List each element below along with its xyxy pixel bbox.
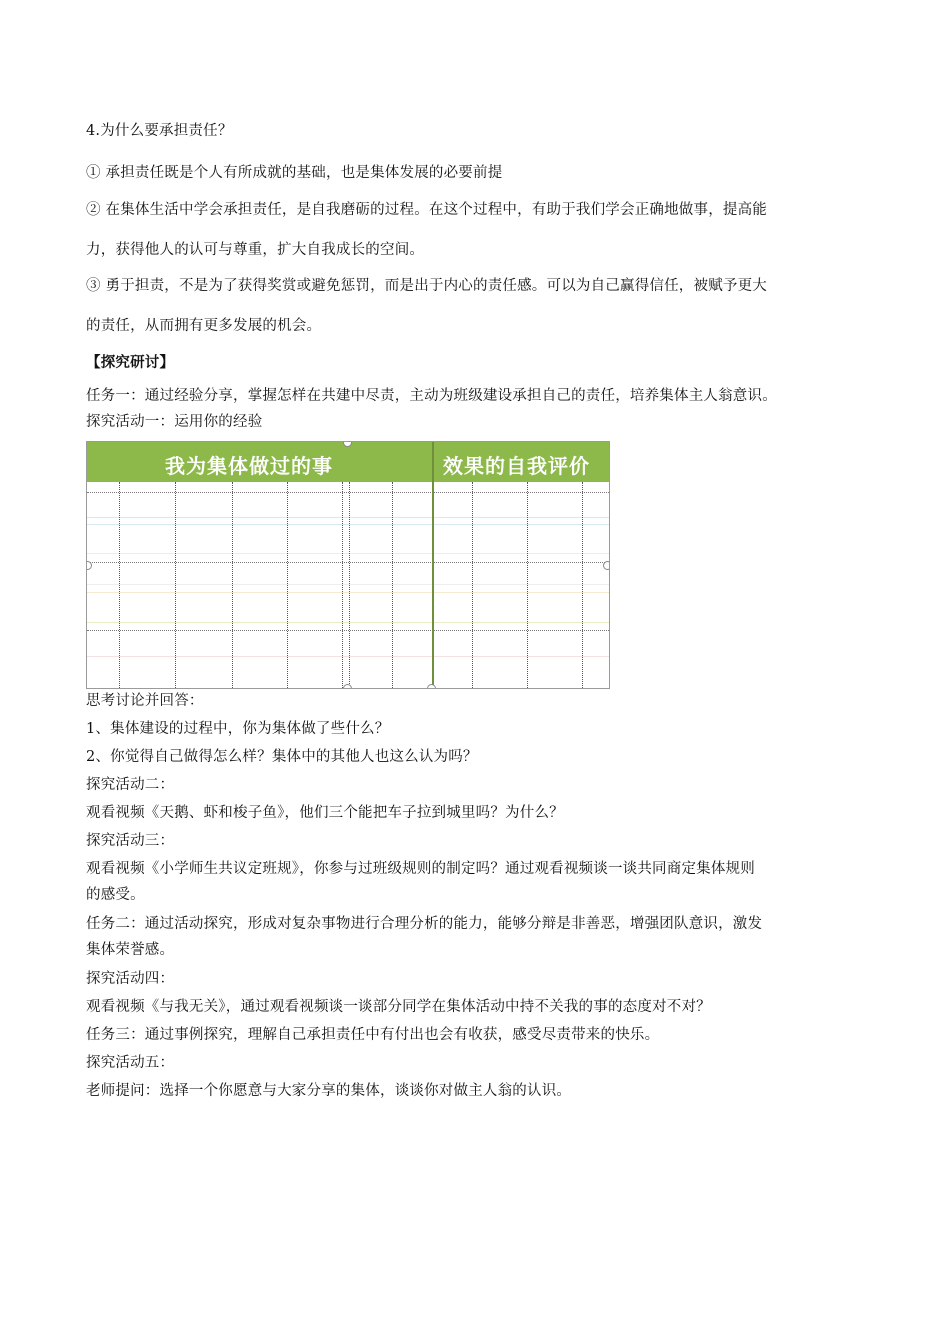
table-header [87, 442, 609, 482]
resize-handle-right[interactable] [603, 561, 610, 570]
header-col-2: 效果的自我评价 [443, 454, 590, 478]
activity-1: 探究活动一：运用你的经验 [86, 414, 263, 430]
discuss-prompt: 思考讨论并回答： [86, 693, 204, 709]
dotted-row [87, 630, 609, 631]
activity-3: 探究活动三： [86, 833, 175, 849]
point-1: ① 承担责任既是个人有所成就的基础，也是集体发展的必要前提 [86, 165, 503, 181]
resize-handle-bottom-mid[interactable] [427, 684, 436, 689]
task-3: 任务三：通过事例探究，理解自己承担责任中有付出也会有收获，感受尽责带来的快乐。 [86, 1027, 660, 1043]
question-1: 1、集体建设的过程中，你为集体做了些什么？ [86, 721, 390, 737]
stripe [87, 584, 609, 585]
dotted-row [87, 562, 609, 563]
header-col-1: 我为集体做过的事 [165, 454, 333, 478]
activity-4: 探究活动四： [86, 971, 175, 987]
explore-heading: 【探究研讨】 [86, 354, 175, 371]
question-2: 2、你觉得自己做得怎么样？集体中的其他人也这么认为吗？ [86, 749, 478, 765]
point-2-line-2: 力，获得他人的认可与尊重，扩大自我成长的空间。 [86, 242, 425, 258]
resize-handle-left[interactable] [86, 561, 92, 570]
activity-2-text: 观看视频《天鹅、虾和梭子鱼》，他们三个能把车子拉到城里吗？为什么？ [86, 805, 564, 821]
dotted-col [232, 482, 233, 689]
experience-table-image[interactable] [86, 441, 610, 689]
dotted-col [175, 482, 176, 689]
task-2-line-2: 集体荣誉感。 [86, 942, 175, 958]
dotted-col [342, 482, 343, 689]
point-3-line-1: ③ 勇于担责，不是为了获得奖赏或避免惩罚，而是出于内心的责任感。可以为自己赢得信任，被赋予更大 [86, 278, 768, 294]
stripe [87, 553, 609, 554]
point-3-line-2: 的责任，从而拥有更多发展的机会。 [86, 318, 322, 334]
resize-handle-bottom[interactable] [343, 684, 352, 689]
activity-3-line-1: 观看视频《小学师生共议定班规》，你参与过班级规则的制定吗？通过观看视频谈一谈共同商定集体规则 [86, 861, 755, 877]
stripe [87, 524, 609, 525]
dotted-col [472, 482, 473, 689]
task-1: 任务一：通过经验分享，掌握怎样在共建中尽责，主动为班级建设承担自己的责任，培养集体主人翁意识。 [86, 388, 777, 404]
task-2-line-1: 任务二：通过活动探究，形成对复杂事物进行合理分析的能力，能够分辩是非善恶，增强团队意识，激发 [86, 916, 763, 932]
point-2-line-1: ② 在集体生活中学会承担责任，是自我磨砺的过程。在这个过程中，有助于我们学会正确地做事，提高能 [86, 202, 768, 218]
activity-3-line-2: 的感受。 [86, 887, 145, 903]
dotted-row [87, 492, 609, 493]
stripe [87, 656, 609, 657]
activity-5: 探究活动五： [86, 1055, 175, 1071]
activity-4-text: 观看视频《与我无关》，通过观看视频谈一谈部分同学在集体活动中持不关我的事的态度对不对？ [86, 999, 711, 1015]
stripe [87, 622, 609, 623]
column-divider [432, 442, 434, 688]
stripe [87, 517, 609, 518]
section-title: 4.为什么要承担责任？ [86, 123, 233, 139]
dotted-col [287, 482, 288, 689]
activity-2: 探究活动二： [86, 777, 175, 793]
dotted-col [392, 482, 393, 689]
stripe [87, 592, 609, 593]
dotted-col [527, 482, 528, 689]
activity-5-text: 老师提问：选择一个你愿意与大家分享的集体，谈谈你对做主人翁的认识。 [86, 1083, 572, 1099]
dotted-col [582, 482, 583, 689]
dotted-col [119, 482, 120, 689]
dotted-col [349, 482, 350, 689]
